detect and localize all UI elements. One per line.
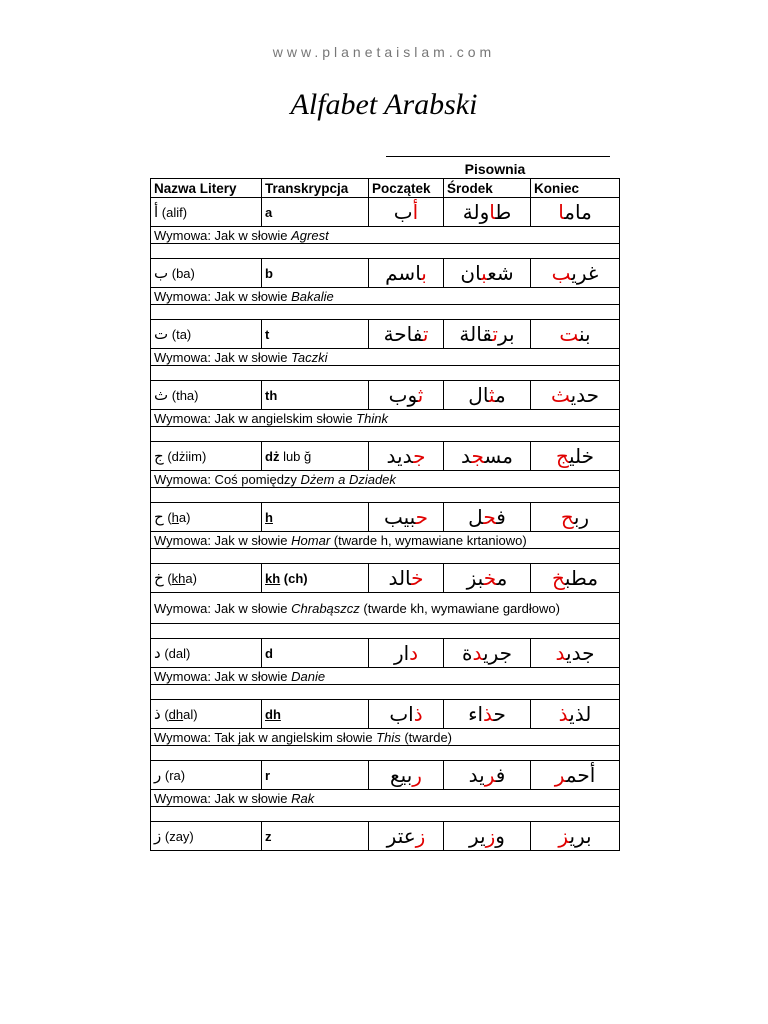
medial-letter: ب: [481, 261, 488, 285]
medial-pre: ح: [493, 702, 506, 726]
arabic-letter: ح: [154, 508, 164, 526]
transcription-cell: [262, 761, 369, 790]
transcription-cell: [262, 564, 369, 593]
initial-rest: عتر: [386, 824, 416, 848]
col-header-final: Koniec: [531, 179, 620, 198]
transcription-cell: [262, 700, 369, 729]
medial-form-cell: [444, 320, 531, 349]
medial-letter: ا: [489, 200, 496, 224]
pronunciation-cell: [151, 593, 620, 624]
medial-form-cell: [444, 639, 531, 668]
final-form-cell: [531, 761, 620, 790]
col-header-transcription: Transkrypcja: [262, 179, 369, 198]
medial-post: قالة: [459, 322, 493, 346]
medial-post: ان: [460, 261, 482, 285]
medial-post: اء: [468, 702, 484, 726]
initial-rest: وب: [388, 383, 418, 407]
pronunciation-word: Chrabąszcz: [291, 600, 360, 616]
transcription-cell: [262, 320, 369, 349]
pronunciation-cell: [151, 410, 620, 427]
transcription: dż: [265, 448, 280, 464]
spacer-cell: [151, 549, 620, 564]
final-form-cell: [531, 700, 620, 729]
letter-row: [151, 320, 620, 349]
arabic-letter: خ: [154, 569, 164, 587]
medial-pre: ط: [495, 200, 512, 224]
initial-letter: ر: [412, 763, 422, 787]
spacer-cell: [151, 366, 620, 381]
letter-row: [151, 822, 620, 851]
letter-row: [151, 700, 620, 729]
alphabet-table-body: [151, 179, 620, 851]
final-pre: جدي: [566, 641, 595, 665]
pronunciation-prefix: Wymowa: Jak w słowie: [154, 349, 292, 365]
spacer-cell: [151, 807, 620, 822]
letter-name: (tha): [171, 388, 199, 403]
initial-rest: بيب: [383, 505, 416, 529]
pronunciation-row: [151, 532, 620, 549]
initial-letter: ث: [417, 383, 424, 407]
initial-letter: د: [409, 641, 419, 665]
transcription: th: [265, 387, 278, 403]
final-letter: ب: [551, 261, 572, 285]
medial-pre: بر: [498, 322, 515, 346]
transcription-cell: [262, 442, 369, 471]
arabic-letter: ر: [154, 766, 162, 784]
final-form-cell: [531, 198, 620, 227]
initial-form-cell: [369, 822, 444, 851]
letter-name-cell: [151, 442, 262, 471]
spacer-cell: [151, 746, 620, 761]
final-letter: ت: [559, 322, 580, 346]
initial-letter: خ: [411, 566, 424, 590]
letter-name-cell: [151, 381, 262, 410]
pronunciation-cell: [151, 471, 620, 488]
medial-pre: م: [494, 383, 506, 407]
medial-post: ير: [469, 824, 486, 848]
pronunciation-prefix: Wymowa: Jak w słowie: [154, 227, 292, 243]
medial-post: يد: [468, 763, 485, 787]
medial-letter: ح: [483, 505, 497, 529]
medial-letter: ج: [471, 444, 485, 468]
spacer-row: [151, 685, 620, 700]
pronunciation-row: [151, 790, 620, 807]
transcription: dh: [265, 706, 281, 722]
final-pre: خلي: [568, 444, 594, 468]
letter-row: [151, 503, 620, 532]
medial-letter: ذ: [483, 702, 494, 726]
initial-rest: ار: [393, 641, 410, 665]
col-header-name: Nazwa Litery: [151, 179, 262, 198]
pronunciation-prefix: Wymowa: Jak w słowie: [154, 790, 292, 806]
pronunciation-prefix: Wymowa: Coś pomiędzy: [154, 471, 301, 487]
spacer-row: [151, 746, 620, 761]
medial-post: ولة: [462, 200, 490, 224]
letter-name-underlined: h: [171, 510, 179, 525]
arabic-letter: ز: [154, 827, 162, 845]
medial-form-cell: [444, 381, 531, 410]
initial-letter: ت: [422, 322, 429, 346]
medial-form-cell: [444, 503, 531, 532]
spacer-row: [151, 305, 620, 320]
initial-form-cell: [369, 198, 444, 227]
final-pre: أحم: [565, 763, 596, 787]
col-header-medial: Środek: [444, 179, 531, 198]
letter-name-cell: [151, 761, 262, 790]
initial-form-cell: [369, 259, 444, 288]
final-pre: لذي: [569, 702, 592, 726]
pronunciation-prefix: Wymowa: Jak w angielskim słowie: [154, 410, 357, 426]
letter-name-underlined: dh: [168, 707, 184, 722]
final-letter: ج: [556, 444, 569, 468]
initial-letter: ذ: [413, 702, 423, 726]
final-letter: ذ: [558, 702, 570, 726]
transcription: z: [265, 828, 272, 844]
final-form-cell: [531, 320, 620, 349]
pronunciation-row: [151, 729, 620, 746]
letter-name-cell: [151, 259, 262, 288]
pronunciation-cell: [151, 349, 620, 366]
letter-name-cell: [151, 198, 262, 227]
pronunciation-cell: [151, 668, 620, 685]
letter-row: [151, 761, 620, 790]
medial-form-cell: [444, 442, 531, 471]
final-pre: حدي: [570, 383, 600, 407]
initial-rest: الد: [388, 566, 412, 590]
arabic-letter: ذ: [154, 705, 161, 723]
initial-form-cell: [369, 503, 444, 532]
pronunciation-word: This: [376, 729, 401, 745]
initial-form-cell: [369, 381, 444, 410]
medial-post: بز: [466, 566, 484, 590]
letter-name: (zay): [164, 829, 194, 844]
arabic-letter: ث: [154, 386, 169, 404]
letter-row: [151, 381, 620, 410]
transcription-cell: [262, 198, 369, 227]
pronunciation-prefix: Wymowa: Jak w słowie: [154, 532, 292, 548]
letter-name: (kha): [167, 571, 197, 586]
letter-name-rest: al): [183, 707, 198, 722]
final-pre: غري: [571, 261, 599, 285]
pronunciation-word: Rak: [291, 790, 315, 806]
letter-name-cell: [151, 822, 262, 851]
transcription-cell: [262, 259, 369, 288]
col-header-initial: Początek: [369, 179, 444, 198]
initial-rest: فاحة: [383, 322, 423, 346]
medial-letter: ث: [488, 383, 495, 407]
alphabet-table: [150, 178, 620, 851]
initial-form-cell: [369, 320, 444, 349]
medial-pre: ف: [495, 763, 506, 787]
letter-name-rest: a): [185, 571, 197, 586]
letter-name-rest: a): [178, 510, 191, 525]
pronunciation-row: [151, 593, 620, 624]
letter-name-cell: [151, 503, 262, 532]
transcription-cell: [262, 503, 369, 532]
transcription: h: [265, 509, 273, 525]
transcription: b: [265, 265, 273, 281]
final-form-cell: [531, 639, 620, 668]
letter-name-underlined: kh: [171, 571, 186, 586]
final-form-cell: [531, 564, 620, 593]
medial-form-cell: [444, 761, 531, 790]
transcription-cell: [262, 639, 369, 668]
letter-name-cell: [151, 320, 262, 349]
page-title: Alfabet Arabski: [290, 88, 478, 121]
final-pre: مطب: [564, 566, 599, 590]
final-letter: ح: [560, 505, 574, 529]
spacer-cell: [151, 685, 620, 700]
letter-name: (dhal): [164, 707, 198, 722]
transcription-extra: lub ğ: [279, 448, 312, 464]
spelling-group-label: Pisownia: [464, 161, 526, 177]
medial-letter: د: [472, 641, 483, 665]
initial-form-cell: [369, 442, 444, 471]
arabic-letter: أ: [154, 203, 159, 221]
initial-rest: بيع: [390, 763, 413, 787]
initial-form-cell: [369, 639, 444, 668]
medial-letter: ر: [484, 763, 496, 787]
final-letter: ا: [558, 200, 565, 224]
medial-form-cell: [444, 259, 531, 288]
arabic-letter: ب: [154, 264, 169, 282]
final-letter: خ: [551, 566, 565, 590]
transcription-cell: [262, 381, 369, 410]
initial-rest: اسم: [385, 261, 422, 285]
pronunciation-cell: [151, 790, 620, 807]
initial-letter: ح: [415, 505, 429, 529]
final-pre: بن: [579, 322, 591, 346]
pronunciation-row: [151, 349, 620, 366]
medial-letter: ت: [492, 322, 498, 346]
pronunciation-row: [151, 288, 620, 305]
pronunciation-prefix: Wymowa: Jak w słowie: [154, 288, 292, 304]
pronunciation-suffix: (twarde kh, wymawiane gardłowo): [359, 600, 560, 616]
pronunciation-suffix: (twarde): [400, 729, 453, 745]
final-form-cell: [531, 259, 620, 288]
pronunciation-word: Danie: [291, 668, 326, 684]
spacer-row: [151, 427, 620, 442]
pronunciation-word: Bakalie: [291, 288, 334, 304]
pronunciation-row: [151, 227, 620, 244]
pronunciation-word: Taczki: [291, 349, 328, 365]
transcription-extra: (ch): [280, 570, 308, 586]
letter-name: (dżiim): [167, 449, 207, 464]
transcription: a: [265, 204, 273, 220]
initial-rest: اب: [389, 702, 414, 726]
arabic-letter: د: [154, 644, 161, 662]
medial-letter: خ: [483, 566, 497, 590]
pronunciation-word: Homar: [291, 532, 331, 548]
initial-form-cell: [369, 700, 444, 729]
final-form-cell: [531, 381, 620, 410]
initial-form-cell: [369, 761, 444, 790]
pronunciation-cell: [151, 532, 620, 549]
transcription: kh: [265, 570, 281, 586]
medial-pre: شع: [487, 261, 514, 285]
pronunciation-prefix: Wymowa: Jak w słowie: [154, 600, 292, 616]
final-letter: ز: [558, 824, 570, 848]
pronunciation-cell: [151, 729, 620, 746]
spacer-cell: [151, 427, 620, 442]
medial-pre: جري: [483, 641, 512, 665]
spacer-row: [151, 549, 620, 564]
initial-letter: أ: [412, 200, 419, 224]
pronunciation-prefix: Wymowa: Tak jak w angielskim słowie: [154, 729, 377, 745]
pronunciation-word: Think: [356, 410, 388, 426]
medial-post: د: [461, 444, 472, 468]
medial-form-cell: [444, 822, 531, 851]
initial-letter: ز: [415, 824, 426, 848]
spacer-row: [151, 807, 620, 822]
final-letter: د: [555, 641, 567, 665]
letter-name: (ha): [167, 510, 191, 525]
spacer-row: [151, 366, 620, 381]
final-form-cell: [531, 822, 620, 851]
transcription: d: [265, 645, 273, 661]
letter-name: (alif): [161, 205, 188, 220]
pronunciation-word: Agrest: [291, 227, 329, 243]
spacer-row: [151, 624, 620, 639]
letter-row: [151, 198, 620, 227]
transcription-cell: [262, 822, 369, 851]
letter-name-cell: [151, 564, 262, 593]
site-url: www.planetaislam.com: [272, 44, 496, 60]
transcription: r: [265, 767, 271, 783]
letter-name: (dal): [164, 646, 191, 661]
final-pre: بري: [569, 824, 592, 848]
pronunciation-row: [151, 410, 620, 427]
arabic-letter: ت: [154, 325, 169, 343]
initial-rest: ديد: [386, 444, 414, 468]
initial-form-cell: [369, 564, 444, 593]
letter-name-cell: [151, 639, 262, 668]
letter-name: (ta): [171, 327, 192, 342]
arabic-letter: ج: [154, 447, 164, 465]
letter-name: (ba): [171, 266, 195, 281]
letter-row: [151, 259, 620, 288]
medial-form-cell: [444, 564, 531, 593]
medial-post: ة: [462, 641, 473, 665]
header-rule: [386, 156, 610, 157]
letter-name-cell: [151, 700, 262, 729]
spacer-row: [151, 244, 620, 259]
medial-post: ل: [468, 505, 484, 529]
medial-post: ال: [468, 383, 489, 407]
pronunciation-word: Dżem a Dziadek: [300, 471, 396, 487]
initial-rest: ب: [393, 200, 413, 224]
final-pre: رب: [573, 505, 590, 529]
pronunciation-cell: [151, 288, 620, 305]
letter-row: [151, 442, 620, 471]
pronunciation-row: [151, 471, 620, 488]
final-pre: مام: [564, 200, 592, 224]
spacer-cell: [151, 624, 620, 639]
medial-letter: ز: [485, 824, 496, 848]
spacer-cell: [151, 488, 620, 503]
medial-pre: مس: [484, 444, 513, 468]
medial-form-cell: [444, 700, 531, 729]
final-letter: ث: [550, 383, 571, 407]
letter-name: (ra): [164, 768, 186, 783]
letter-row: [151, 639, 620, 668]
initial-letter: ب: [421, 261, 427, 285]
final-form-cell: [531, 442, 620, 471]
medial-pre: ف: [496, 505, 506, 529]
pronunciation-prefix: Wymowa: Jak w słowie: [154, 668, 292, 684]
header-row: [151, 179, 620, 198]
spacer-cell: [151, 305, 620, 320]
pronunciation-row: [151, 668, 620, 685]
letter-row: [151, 564, 620, 593]
pronunciation-suffix: (twarde h, wymawiane krtaniowo): [330, 532, 527, 548]
final-form-cell: [531, 503, 620, 532]
final-letter: ر: [554, 763, 566, 787]
medial-pre: و: [495, 824, 505, 848]
pronunciation-cell: [151, 227, 620, 244]
initial-letter: ج: [413, 444, 426, 468]
medial-form-cell: [444, 198, 531, 227]
spacer-row: [151, 488, 620, 503]
transcription: t: [265, 326, 270, 342]
medial-pre: م: [496, 566, 508, 590]
spacer-cell: [151, 244, 620, 259]
